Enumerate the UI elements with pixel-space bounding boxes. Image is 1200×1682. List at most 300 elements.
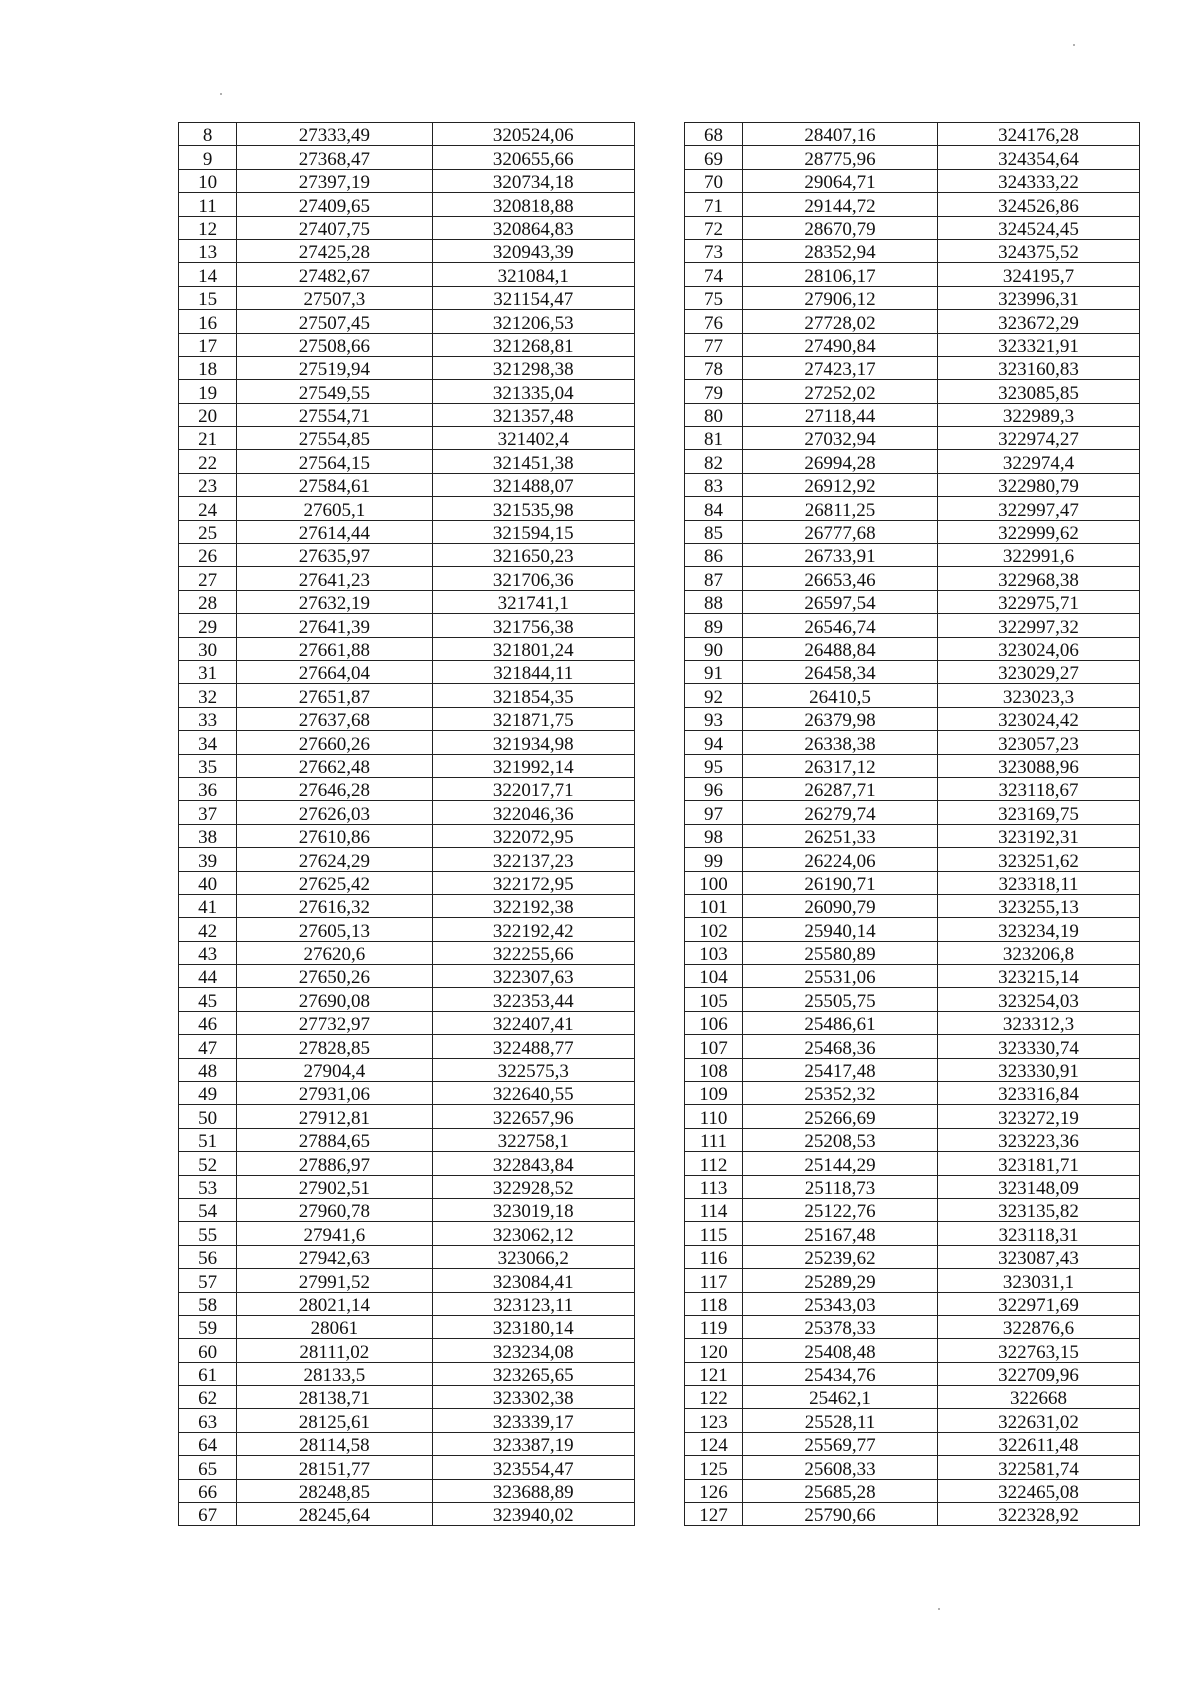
x-coordinate-cell: 27252,02 xyxy=(743,380,938,403)
point-number-cell: 24 xyxy=(179,497,237,520)
point-number-cell: 17 xyxy=(179,333,237,356)
x-coordinate-cell: 28775,96 xyxy=(743,146,938,169)
y-coordinate-cell: 321871,75 xyxy=(432,707,634,730)
table-row xyxy=(179,123,635,146)
x-coordinate-cell: 25531,06 xyxy=(743,965,938,988)
y-coordinate-cell: 323996,31 xyxy=(938,286,1140,309)
y-coordinate-cell: 323672,29 xyxy=(938,310,1140,333)
table-row xyxy=(179,1175,635,1198)
y-coordinate-cell: 323148,09 xyxy=(938,1175,1140,1198)
point-number-cell: 113 xyxy=(685,1175,743,1198)
table-row xyxy=(179,1035,635,1058)
point-number-cell: 79 xyxy=(685,380,743,403)
x-coordinate-cell: 27605,13 xyxy=(237,918,432,941)
y-coordinate-cell: 324333,22 xyxy=(938,169,1140,192)
x-coordinate-cell: 27664,04 xyxy=(237,660,432,683)
x-coordinate-cell: 26279,74 xyxy=(743,801,938,824)
table-row xyxy=(179,567,635,590)
x-coordinate-cell: 25685,28 xyxy=(743,1479,938,1502)
point-number-cell: 61 xyxy=(179,1362,237,1385)
table-row xyxy=(179,777,635,800)
x-coordinate-cell: 26251,33 xyxy=(743,824,938,847)
point-number-cell: 123 xyxy=(685,1409,743,1432)
x-coordinate-cell: 27690,08 xyxy=(237,988,432,1011)
x-coordinate-cell: 27614,44 xyxy=(237,520,432,543)
table-row xyxy=(179,941,635,964)
table-row xyxy=(685,286,1140,309)
x-coordinate-cell: 26338,38 xyxy=(743,731,938,754)
table-row xyxy=(179,1315,635,1338)
table-row xyxy=(179,754,635,777)
x-coordinate-cell: 28407,16 xyxy=(743,123,938,146)
point-number-cell: 29 xyxy=(179,614,237,637)
y-coordinate-cell: 324176,28 xyxy=(938,123,1140,146)
point-number-cell: 119 xyxy=(685,1315,743,1338)
table-row xyxy=(179,263,635,286)
y-coordinate-cell: 321084,1 xyxy=(432,263,634,286)
point-number-cell: 76 xyxy=(685,310,743,333)
table-row xyxy=(179,239,635,262)
point-number-cell: 50 xyxy=(179,1105,237,1128)
point-number-cell: 97 xyxy=(685,801,743,824)
x-coordinate-cell: 25408,48 xyxy=(743,1339,938,1362)
table-row xyxy=(685,123,1140,146)
x-coordinate-cell: 25167,48 xyxy=(743,1222,938,1245)
y-coordinate-cell: 321844,11 xyxy=(432,660,634,683)
point-number-cell: 96 xyxy=(685,777,743,800)
x-coordinate-cell: 27624,29 xyxy=(237,848,432,871)
point-number-cell: 86 xyxy=(685,544,743,567)
x-coordinate-cell: 27425,28 xyxy=(237,239,432,262)
x-coordinate-cell: 25417,48 xyxy=(743,1058,938,1081)
y-coordinate-cell: 324375,52 xyxy=(938,239,1140,262)
point-number-cell: 103 xyxy=(685,941,743,964)
y-coordinate-cell: 323031,1 xyxy=(938,1269,1140,1292)
y-coordinate-cell: 323318,11 xyxy=(938,871,1140,894)
y-coordinate-cell: 322763,15 xyxy=(938,1339,1140,1362)
y-coordinate-cell: 322991,6 xyxy=(938,544,1140,567)
y-coordinate-cell: 322971,69 xyxy=(938,1292,1140,1315)
scan-speck xyxy=(938,1608,940,1610)
y-coordinate-cell: 320818,88 xyxy=(432,193,634,216)
y-coordinate-cell: 321357,48 xyxy=(432,403,634,426)
y-coordinate-cell: 322968,38 xyxy=(938,567,1140,590)
x-coordinate-cell: 25239,62 xyxy=(743,1245,938,1268)
y-coordinate-cell: 323940,02 xyxy=(432,1503,634,1526)
table-row xyxy=(179,731,635,754)
y-coordinate-cell: 322975,71 xyxy=(938,590,1140,613)
x-coordinate-cell: 27616,32 xyxy=(237,894,432,917)
x-coordinate-cell: 26488,84 xyxy=(743,637,938,660)
point-number-cell: 122 xyxy=(685,1386,743,1409)
point-number-cell: 64 xyxy=(179,1432,237,1455)
x-coordinate-cell: 27626,03 xyxy=(237,801,432,824)
table-row xyxy=(179,1339,635,1362)
y-coordinate-cell: 323223,36 xyxy=(938,1128,1140,1151)
point-number-cell: 110 xyxy=(685,1105,743,1128)
x-coordinate-cell: 25505,75 xyxy=(743,988,938,1011)
x-coordinate-cell: 25352,32 xyxy=(743,1082,938,1105)
y-coordinate-cell: 322465,08 xyxy=(938,1479,1140,1502)
y-coordinate-cell: 321451,38 xyxy=(432,450,634,473)
x-coordinate-cell: 27519,94 xyxy=(237,356,432,379)
point-number-cell: 30 xyxy=(179,637,237,660)
y-coordinate-cell: 322192,42 xyxy=(432,918,634,941)
table-row xyxy=(685,263,1140,286)
y-coordinate-cell: 322928,52 xyxy=(432,1175,634,1198)
point-number-cell: 35 xyxy=(179,754,237,777)
table-row xyxy=(179,894,635,917)
x-coordinate-cell: 27564,15 xyxy=(237,450,432,473)
y-coordinate-cell: 324526,86 xyxy=(938,193,1140,216)
table-row xyxy=(685,473,1140,496)
table-row xyxy=(179,1011,635,1034)
x-coordinate-cell: 27584,61 xyxy=(237,473,432,496)
point-number-cell: 114 xyxy=(685,1198,743,1221)
coordinates-table-right-body xyxy=(685,123,1140,1526)
x-coordinate-cell: 26190,71 xyxy=(743,871,938,894)
y-coordinate-cell: 323029,27 xyxy=(938,660,1140,683)
table-row xyxy=(685,590,1140,613)
point-number-cell: 82 xyxy=(685,450,743,473)
x-coordinate-cell: 27646,28 xyxy=(237,777,432,800)
point-number-cell: 12 xyxy=(179,216,237,239)
point-number-cell: 104 xyxy=(685,965,743,988)
scan-speck xyxy=(220,93,222,95)
x-coordinate-cell: 27397,19 xyxy=(237,169,432,192)
point-number-cell: 37 xyxy=(179,801,237,824)
table-row xyxy=(685,1479,1140,1502)
point-number-cell: 10 xyxy=(179,169,237,192)
point-number-cell: 127 xyxy=(685,1503,743,1526)
y-coordinate-cell: 322172,95 xyxy=(432,871,634,894)
table-row xyxy=(179,965,635,988)
point-number-cell: 13 xyxy=(179,239,237,262)
point-number-cell: 31 xyxy=(179,660,237,683)
point-number-cell: 39 xyxy=(179,848,237,871)
table-row xyxy=(685,824,1140,847)
y-coordinate-cell: 323255,13 xyxy=(938,894,1140,917)
table-row xyxy=(179,310,635,333)
y-coordinate-cell: 323234,19 xyxy=(938,918,1140,941)
x-coordinate-cell: 27635,97 xyxy=(237,544,432,567)
y-coordinate-cell: 321650,23 xyxy=(432,544,634,567)
y-coordinate-cell: 322974,4 xyxy=(938,450,1140,473)
point-number-cell: 106 xyxy=(685,1011,743,1034)
x-coordinate-cell: 27605,1 xyxy=(237,497,432,520)
y-coordinate-cell: 323087,43 xyxy=(938,1245,1140,1268)
y-coordinate-cell: 323019,18 xyxy=(432,1198,634,1221)
point-number-cell: 90 xyxy=(685,637,743,660)
x-coordinate-cell: 25486,61 xyxy=(743,1011,938,1034)
scan-speck xyxy=(1073,44,1075,46)
table-row xyxy=(179,380,635,403)
y-coordinate-cell: 322843,84 xyxy=(432,1152,634,1175)
table-row xyxy=(179,450,635,473)
table-row xyxy=(685,707,1140,730)
point-number-cell: 78 xyxy=(685,356,743,379)
y-coordinate-cell: 320864,83 xyxy=(432,216,634,239)
y-coordinate-cell: 323251,62 xyxy=(938,848,1140,871)
x-coordinate-cell: 27732,97 xyxy=(237,1011,432,1034)
y-coordinate-cell: 321335,04 xyxy=(432,380,634,403)
table-row xyxy=(685,894,1140,917)
table-row xyxy=(685,169,1140,192)
table-row xyxy=(179,1245,635,1268)
x-coordinate-cell: 27886,97 xyxy=(237,1152,432,1175)
point-number-cell: 27 xyxy=(179,567,237,590)
point-number-cell: 116 xyxy=(685,1245,743,1268)
x-coordinate-cell: 27554,85 xyxy=(237,427,432,450)
point-number-cell: 34 xyxy=(179,731,237,754)
point-number-cell: 89 xyxy=(685,614,743,637)
point-number-cell: 58 xyxy=(179,1292,237,1315)
x-coordinate-cell: 27661,88 xyxy=(237,637,432,660)
y-coordinate-cell: 322876,6 xyxy=(938,1315,1140,1338)
y-coordinate-cell: 321854,35 xyxy=(432,684,634,707)
x-coordinate-cell: 25208,53 xyxy=(743,1128,938,1151)
y-coordinate-cell: 321154,47 xyxy=(432,286,634,309)
table-row xyxy=(685,848,1140,871)
x-coordinate-cell: 26546,74 xyxy=(743,614,938,637)
x-coordinate-cell: 25122,76 xyxy=(743,1198,938,1221)
point-number-cell: 55 xyxy=(179,1222,237,1245)
y-coordinate-cell: 322999,62 xyxy=(938,520,1140,543)
point-number-cell: 112 xyxy=(685,1152,743,1175)
table-row xyxy=(685,1432,1140,1455)
x-coordinate-cell: 25528,11 xyxy=(743,1409,938,1432)
x-coordinate-cell: 27554,71 xyxy=(237,403,432,426)
point-number-cell: 94 xyxy=(685,731,743,754)
table-row xyxy=(179,286,635,309)
point-number-cell: 53 xyxy=(179,1175,237,1198)
table-row xyxy=(685,310,1140,333)
x-coordinate-cell: 27507,45 xyxy=(237,310,432,333)
x-coordinate-cell: 27660,26 xyxy=(237,731,432,754)
point-number-cell: 111 xyxy=(685,1128,743,1151)
table-row xyxy=(179,1456,635,1479)
table-row xyxy=(685,403,1140,426)
point-number-cell: 59 xyxy=(179,1315,237,1338)
table-row xyxy=(179,1222,635,1245)
point-number-cell: 47 xyxy=(179,1035,237,1058)
table-row xyxy=(685,918,1140,941)
table-row xyxy=(685,1035,1140,1058)
table-row xyxy=(179,1503,635,1526)
x-coordinate-cell: 27828,85 xyxy=(237,1035,432,1058)
table-row xyxy=(179,427,635,450)
x-coordinate-cell: 27662,48 xyxy=(237,754,432,777)
table-row xyxy=(685,1175,1140,1198)
table-row xyxy=(179,1269,635,1292)
y-coordinate-cell: 321934,98 xyxy=(432,731,634,754)
x-coordinate-cell: 27368,47 xyxy=(237,146,432,169)
point-number-cell: 98 xyxy=(685,824,743,847)
point-number-cell: 45 xyxy=(179,988,237,1011)
x-coordinate-cell: 26090,79 xyxy=(743,894,938,917)
y-coordinate-cell: 322072,95 xyxy=(432,824,634,847)
point-number-cell: 56 xyxy=(179,1245,237,1268)
y-coordinate-cell: 323066,2 xyxy=(432,1245,634,1268)
y-coordinate-cell: 322192,38 xyxy=(432,894,634,917)
y-coordinate-cell: 322017,71 xyxy=(432,777,634,800)
y-coordinate-cell: 323023,3 xyxy=(938,684,1140,707)
x-coordinate-cell: 25118,73 xyxy=(743,1175,938,1198)
x-coordinate-cell: 27423,17 xyxy=(743,356,938,379)
table-row xyxy=(685,497,1140,520)
point-number-cell: 71 xyxy=(685,193,743,216)
point-number-cell: 51 xyxy=(179,1128,237,1151)
y-coordinate-cell: 321741,1 xyxy=(432,590,634,613)
point-number-cell: 108 xyxy=(685,1058,743,1081)
y-coordinate-cell: 321594,15 xyxy=(432,520,634,543)
table-row xyxy=(685,146,1140,169)
point-number-cell: 60 xyxy=(179,1339,237,1362)
point-number-cell: 92 xyxy=(685,684,743,707)
table-row xyxy=(685,1222,1140,1245)
y-coordinate-cell: 323330,91 xyxy=(938,1058,1140,1081)
table-row xyxy=(179,356,635,379)
table-row xyxy=(179,473,635,496)
table-row xyxy=(685,1269,1140,1292)
point-number-cell: 81 xyxy=(685,427,743,450)
table-row xyxy=(179,637,635,660)
x-coordinate-cell: 27620,6 xyxy=(237,941,432,964)
table-row xyxy=(179,216,635,239)
table-row xyxy=(685,1105,1140,1128)
y-coordinate-cell: 322631,02 xyxy=(938,1409,1140,1432)
x-coordinate-cell: 27409,65 xyxy=(237,193,432,216)
table-row xyxy=(685,1339,1140,1362)
table-row xyxy=(179,520,635,543)
y-coordinate-cell: 322657,96 xyxy=(432,1105,634,1128)
x-coordinate-cell: 27728,02 xyxy=(743,310,938,333)
x-coordinate-cell: 25289,29 xyxy=(743,1269,938,1292)
x-coordinate-cell: 27482,67 xyxy=(237,263,432,286)
y-coordinate-cell: 322758,1 xyxy=(432,1128,634,1151)
x-coordinate-cell: 25343,03 xyxy=(743,1292,938,1315)
x-coordinate-cell: 27906,12 xyxy=(743,286,938,309)
point-number-cell: 36 xyxy=(179,777,237,800)
y-coordinate-cell: 322407,41 xyxy=(432,1011,634,1034)
point-number-cell: 23 xyxy=(179,473,237,496)
table-row xyxy=(685,684,1140,707)
point-number-cell: 91 xyxy=(685,660,743,683)
table-row xyxy=(179,1198,635,1221)
coordinates-table-left xyxy=(178,122,635,1526)
table-row xyxy=(179,848,635,871)
x-coordinate-cell: 26317,12 xyxy=(743,754,938,777)
x-coordinate-cell: 25266,69 xyxy=(743,1105,938,1128)
x-coordinate-cell: 26733,91 xyxy=(743,544,938,567)
y-coordinate-cell: 323084,41 xyxy=(432,1269,634,1292)
y-coordinate-cell: 321992,14 xyxy=(432,754,634,777)
point-number-cell: 57 xyxy=(179,1269,237,1292)
y-coordinate-cell: 321298,38 xyxy=(432,356,634,379)
x-coordinate-cell: 27490,84 xyxy=(743,333,938,356)
table-row xyxy=(179,1409,635,1432)
table-row xyxy=(685,520,1140,543)
x-coordinate-cell: 27507,3 xyxy=(237,286,432,309)
x-coordinate-cell: 27610,86 xyxy=(237,824,432,847)
point-number-cell: 19 xyxy=(179,380,237,403)
point-number-cell: 66 xyxy=(179,1479,237,1502)
x-coordinate-cell: 28248,85 xyxy=(237,1479,432,1502)
y-coordinate-cell: 323688,89 xyxy=(432,1479,634,1502)
table-row xyxy=(179,1105,635,1128)
x-coordinate-cell: 25580,89 xyxy=(743,941,938,964)
y-coordinate-cell: 323321,91 xyxy=(938,333,1140,356)
point-number-cell: 95 xyxy=(685,754,743,777)
table-row xyxy=(179,403,635,426)
y-coordinate-cell: 323057,23 xyxy=(938,731,1140,754)
y-coordinate-cell: 321535,98 xyxy=(432,497,634,520)
x-coordinate-cell: 27549,55 xyxy=(237,380,432,403)
point-number-cell: 105 xyxy=(685,988,743,1011)
point-number-cell: 72 xyxy=(685,216,743,239)
x-coordinate-cell: 26224,06 xyxy=(743,848,938,871)
y-coordinate-cell: 323387,19 xyxy=(432,1432,634,1455)
table-row xyxy=(179,1362,635,1385)
y-coordinate-cell: 322974,27 xyxy=(938,427,1140,450)
point-number-cell: 32 xyxy=(179,684,237,707)
table-row xyxy=(685,1315,1140,1338)
point-number-cell: 120 xyxy=(685,1339,743,1362)
table-row xyxy=(685,380,1140,403)
point-number-cell: 117 xyxy=(685,1269,743,1292)
table-row xyxy=(685,216,1140,239)
y-coordinate-cell: 321488,07 xyxy=(432,473,634,496)
point-number-cell: 75 xyxy=(685,286,743,309)
table-row xyxy=(685,660,1140,683)
table-row xyxy=(685,614,1140,637)
x-coordinate-cell: 28138,71 xyxy=(237,1386,432,1409)
table-row xyxy=(685,239,1140,262)
y-coordinate-cell: 322581,74 xyxy=(938,1456,1140,1479)
y-coordinate-cell: 323118,31 xyxy=(938,1222,1140,1245)
y-coordinate-cell: 323330,74 xyxy=(938,1035,1140,1058)
table-row xyxy=(685,1128,1140,1151)
point-number-cell: 41 xyxy=(179,894,237,917)
y-coordinate-cell: 321801,24 xyxy=(432,637,634,660)
point-number-cell: 49 xyxy=(179,1082,237,1105)
point-number-cell: 67 xyxy=(179,1503,237,1526)
point-number-cell: 18 xyxy=(179,356,237,379)
y-coordinate-cell: 322328,92 xyxy=(938,1503,1140,1526)
x-coordinate-cell: 27931,06 xyxy=(237,1082,432,1105)
point-number-cell: 38 xyxy=(179,824,237,847)
point-number-cell: 43 xyxy=(179,941,237,964)
y-coordinate-cell: 323215,14 xyxy=(938,965,1140,988)
point-number-cell: 46 xyxy=(179,1011,237,1034)
x-coordinate-cell: 27904,4 xyxy=(237,1058,432,1081)
point-number-cell: 77 xyxy=(685,333,743,356)
x-coordinate-cell: 27960,78 xyxy=(237,1198,432,1221)
x-coordinate-cell: 26912,92 xyxy=(743,473,938,496)
point-number-cell: 74 xyxy=(685,263,743,286)
point-number-cell: 125 xyxy=(685,1456,743,1479)
y-coordinate-cell: 323181,71 xyxy=(938,1152,1140,1175)
table-row xyxy=(685,333,1140,356)
table-row xyxy=(685,988,1140,1011)
y-coordinate-cell: 320655,66 xyxy=(432,146,634,169)
point-number-cell: 62 xyxy=(179,1386,237,1409)
point-number-cell: 44 xyxy=(179,965,237,988)
point-number-cell: 14 xyxy=(179,263,237,286)
y-coordinate-cell: 322307,63 xyxy=(432,965,634,988)
table-row xyxy=(179,614,635,637)
x-coordinate-cell: 27632,19 xyxy=(237,590,432,613)
